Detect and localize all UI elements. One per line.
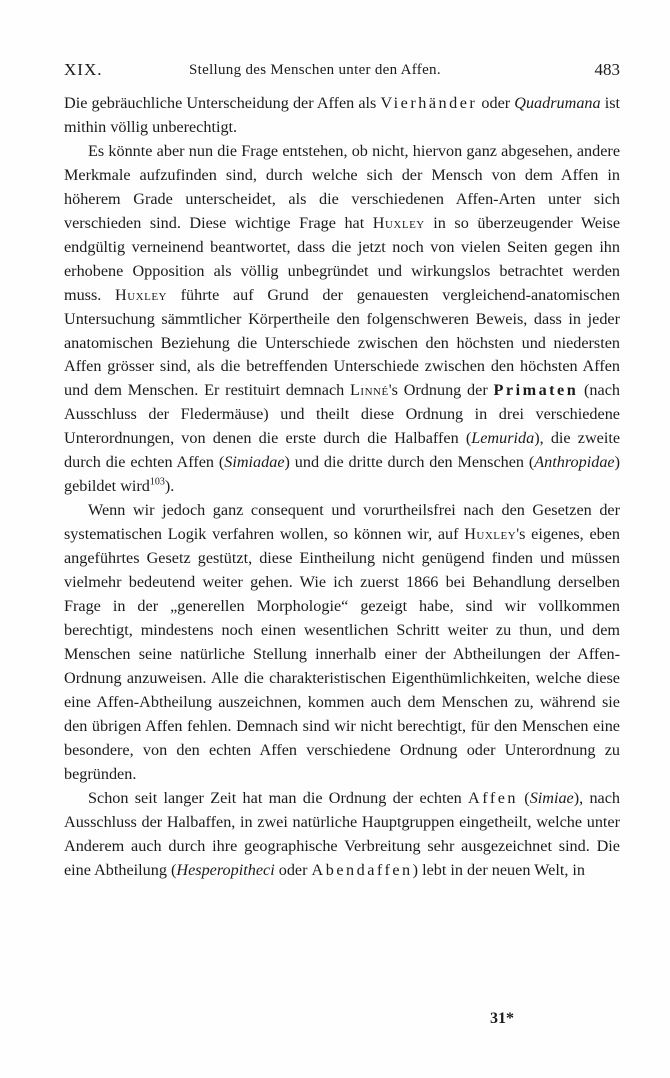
p2-name-huxley-2: Huxley	[115, 285, 167, 304]
p2-name-linne: Linné	[350, 381, 389, 400]
signature-mark: 31*	[490, 1010, 514, 1027]
p1-text-a: Die gebräuchliche Unterscheidung der Affen als	[64, 94, 381, 112]
p1-italic-quadrumana: Quadrumana	[514, 94, 601, 112]
p2-text-k: ), die zweite durch die echten Affen (	[64, 429, 621, 472]
p4-italic-hesperopitheci: Hesperopitheci	[176, 860, 275, 879]
paragraph-3	[64, 499, 620, 786]
p2-spaced-primaten: Primaten	[493, 381, 579, 400]
p4-text-c: (	[518, 788, 530, 807]
p4-text-i: ) lebt in der neuen Welt, in	[412, 860, 586, 879]
p2-text-o: ) gebildet wird	[64, 453, 621, 496]
chapter-number: XIX.	[64, 60, 103, 79]
p1-spaced-vierhaender: Vierhänder	[380, 94, 478, 112]
p2-text-e: führte auf Grund der genauesten vergleichend-anatomischen Untersuchung sämmtlicher Körpertheile den folgenschweren Beweis, dass in jeder anatomischen Beziehung die Unterschiede zwischen den höchsten und niedersten Affen grösser sind, als die betreffenden Unterschiede zwischen den höchsten Affen und dem Menschen. Er restituirt demnach	[64, 285, 620, 400]
p4-spaced-abendaffen: Abendaffen	[311, 860, 413, 879]
p3-text-c: 's eigenes, eben angeführtes Gesetz gestützt, diese Eintheilung nicht genügend finden und müssen vielmehr bedeutend weiter gehen. Wie ich zuerst 1866 bei Behandlung derselben Frage in der „generellen Morphologie“ gezeigt habe, sind wir vollkommen berechtigt, mindestens noch einen wesentlichen Schritt weiter zu thun, und dem Menschen seine natürliche Stellung innerhalb einer der Abtheilungen der Affen-Ordnung anzuweisen. Alle die charakteristischen Eigenthümlichkeiten, welche diese eine Affen-Abtheilung auszeichnen, kommen auch dem Menschen zu, während sie den übrigen Affen fehlen. Demnach sind wir nicht berechtigt, für den Menschen eine besondere, von den echten Affen verschiedene Ordnung oder Unterordnung zu begründen.	[64, 525, 620, 783]
p4-italic-simiae: Simiae	[529, 788, 574, 807]
p2-text-g: 's Ordnung der	[388, 381, 494, 400]
running-title: Stellung des Menschen unter den Affen.	[189, 62, 441, 78]
p3-name-huxley: Huxley	[464, 525, 517, 544]
p1-text-c: oder	[477, 94, 515, 112]
p2-text-m: ) und die dritte durch den Menschen (	[284, 453, 535, 472]
p4-text-a: Schon seit langer Zeit hat man die Ordnung der echten	[88, 788, 469, 807]
body-text	[64, 92, 620, 882]
p1-text-e: ist mithin völlig unberechtigt.	[64, 94, 621, 136]
p2-text-i: (nach Ausschluss der Fledermäuse) und theilt diese Ordnung in drei verschiedene Unterordnungen, von denen die erste durch die Halbaffen (	[64, 381, 620, 448]
p2-italic-simiadae: Simiadae	[224, 453, 285, 472]
p2-italic-anthropidae: Anthropidae	[534, 453, 615, 472]
p4-text-e: ), nach Ausschluss der Halbaffen, in zwei natürliche Hauptgruppen eingetheilt, welche unter Anderem auch durch ihre geographische Verbreitung sehr ausgezeichnet sind. Die eine Abtheilung (	[64, 788, 621, 879]
paragraph-1	[64, 92, 620, 140]
p2-italic-lemurida: Lemurida	[471, 429, 535, 448]
running-header	[64, 60, 620, 84]
p4-text-g: oder	[274, 860, 312, 879]
footnote-ref-103: 103	[149, 476, 165, 488]
p2-text-c: in so überzeugender Weise endgültig verneinend beantwortet, dass die jetzt noch von vielen Seiten gegen ihn erhobene Opposition als völlig unbegründet und wirkungslos betrachtet werden muss.	[64, 213, 621, 304]
p2-text-q: ).	[164, 477, 175, 496]
p2-name-huxley-1: Huxley	[372, 213, 425, 232]
p4-spaced-affen: Affen	[468, 788, 519, 807]
p2-text-a: Es könnte aber nun die Frage entstehen, ob nicht, hiervon ganz abgesehen, andere Merkmale aufzufinden sind, durch welche sich der Mensch von dem Affen in höherem Grade unterscheidet, als die verschiedenen Affen-Arten unter sich verschieden sind. Diese wichtige Frage hat	[64, 141, 620, 232]
page-number: 483	[594, 60, 620, 79]
paragraph-4	[64, 787, 620, 883]
paragraph-2	[64, 140, 620, 499]
p3-text-a: Wenn wir jedoch ganz consequent und vorurtheilsfrei nach den Gesetzen der systematischen Logik verfahren wollen, so können wir, auf	[64, 501, 620, 544]
